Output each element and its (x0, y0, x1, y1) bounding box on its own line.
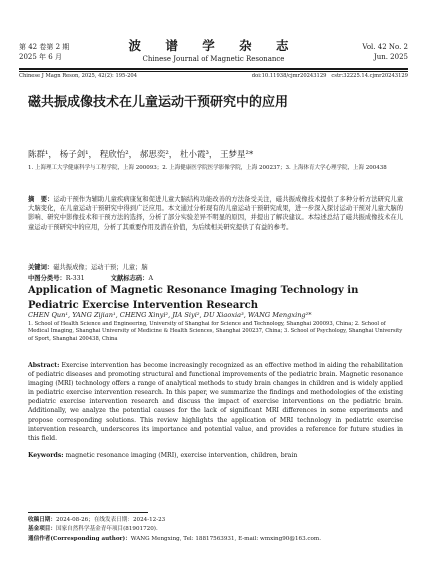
doi-cstr (252, 73, 408, 80)
title-cn: 磁共振成像技术在儿童运动干预研究中的应用 (28, 95, 289, 110)
header-right (362, 43, 408, 62)
header-rule-thin (19, 71, 408, 72)
corr-text: WANG Mengxing, Tel: 18817563931, E-mail: wmxing90@163.com. (130, 535, 321, 542)
cstr: cstr:32225.14.cjmr20243129 (331, 73, 408, 79)
received-dates: 2024-08-26；在线发表日期：2024-12-23 (55, 517, 166, 523)
clc-label: 中图分类号： (28, 275, 66, 282)
received-label: 收稿日期： (28, 517, 56, 523)
abstract-text-cn: 运动干预作为辅助儿童疾病康复和促进儿童大脑结构功能改善的方法备受关注，磁共振成像技术提供了多种分析方法研究儿童大脑变化，在儿童运动干预研究中得到广泛应用。本文通过分析现有的儿童运动干预研究成果，进一步深入探讨运动干预对儿童大脑的影响、研究中影像技术和干预方法的选择，分析了部分实验差异不明显的原因，并提出了解决建议。本综述总结了磁共振成像技术在儿童运动干预研究中的应用，分析了其重要作用及潜在价值，为后续相关研究提供了有益的参考。 (28, 196, 404, 231)
volume-en: Vol. 42 No. 2 (362, 43, 408, 51)
header-rule-thick (19, 68, 408, 70)
keywords-label-en: Keywords: (28, 452, 64, 459)
abstract-label-en: Abstract: (28, 362, 60, 369)
fund-note (28, 525, 321, 534)
fund-text: 国家自然科学基金青年项目(81901720). (55, 526, 158, 533)
keywords-text-en: magnetic resonance imaging (MRI), exercise intervention, children, brain (65, 452, 298, 459)
received-note (28, 516, 321, 525)
footnotes (28, 516, 321, 544)
abstract-label-cn: 摘 要： (28, 196, 54, 203)
affiliations-en: 1. School of Health Science and Engineering, University of Shanghai for Science and Technology, Shanghai 200093, China; 2. School of Medical Imaging, Shanghai University of Medicine & Health Sciences, Shanghai 200237, China; 3. School of Psychology, Shanghai University of Sport, Shanghai 200438, China (28, 321, 403, 342)
citation: Chinese J Magn Reson, 2025, 42(2): 195-204 (19, 73, 138, 79)
abstract-cn (28, 195, 403, 232)
keywords-text-cn: 磁共振成像；运动干预；儿童；脑 (53, 264, 148, 271)
keywords-label-cn: 关键词： (28, 264, 54, 271)
abstract-en (28, 361, 403, 443)
clc-value: R-331 (65, 275, 85, 282)
keywords-en (28, 451, 297, 460)
fund-label: 基金项目： (28, 526, 56, 533)
volume-cn: 第 42 卷第 2 期 (19, 43, 70, 51)
doc-code-value: A (148, 275, 154, 282)
journal-name-cn: 波 谱 学 杂 志 (128, 38, 299, 53)
authors-en: CHEN Qun¹, YANG Zijian¹, CHENG Xinyi², JIA Siyi², DU Xiaoxia³, WANG Mengxing²* (28, 311, 312, 319)
classification-cn (28, 274, 153, 283)
citation-line (19, 73, 408, 80)
abstract-text-en: Exercise intervention has become increasingly recognized as an effective method in aiding the rehabilitation of pediatric diseases and promoting structural and functional improvements of the pediatric brain. Magnetic resonance imaging (MRI) technology offers a range of analytical methods to study brain changes in children and is widely applied in pediatric exercise intervention research. In this paper, we summarize the findings and methodologies of the existing pediatric exercise intervention research and discuss the impact of exercise interventions on the pediatric brain. Additionally, we analyze the potential causes for the lack of significant MRI differences in some experiments and propose corresponding solutions. This review highlights the application of MRI technology in pediatric exercise intervention research, underscores its importance and potential value, and provides a reference for future studies in this field. (28, 362, 404, 442)
corr-label: 通信作者(Corresponding author)： (28, 535, 131, 542)
journal-name-en: Chinese Journal of Magnetic Resonance (142, 55, 285, 63)
authors-cn: 陈群¹， 杨子剑¹， 程欣怡²， 郝思奕²， 杜小霞³， 王梦星²* (28, 150, 254, 160)
corresponding-note (28, 535, 321, 544)
keywords-cn (28, 263, 148, 272)
date-cn: 2025 年 6 月 (19, 52, 62, 61)
date-en: Jun. 2025 (373, 52, 408, 61)
affiliations-cn: 1. 上海理工大学健康科学与工程学院，上海 200093；2. 上海健康医学院医学影像学院，上海 200237；3. 上海体育大学心理学院，上海 200438 (28, 165, 387, 171)
footnote-rule (28, 512, 148, 513)
doc-code-label: 文献标志码： (110, 275, 149, 282)
doi[interactable]: doi:10.11938/cjmr20243129 (251, 73, 327, 79)
title-en: Application of Magnetic Resonance Imaging Technology in Pediatric Exercise Intervention Research (28, 285, 359, 311)
